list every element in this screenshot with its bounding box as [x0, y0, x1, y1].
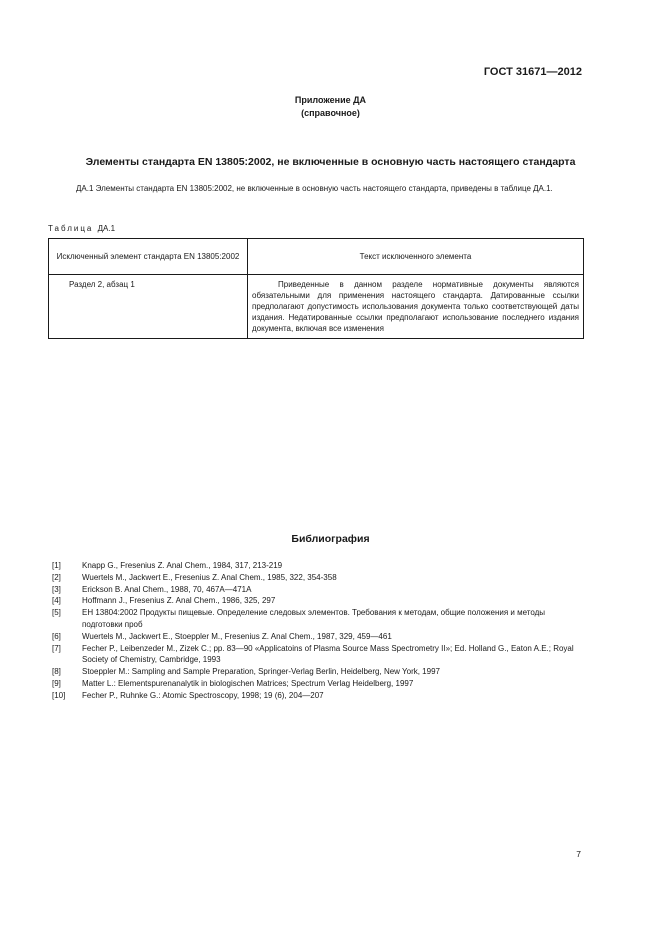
document-code: ГОСТ 31671—2012 — [483, 66, 582, 78]
reference-number: [1] — [52, 561, 61, 570]
reference-number: [2] — [52, 572, 61, 582]
reference-text: Knapp G., Fresenius Z. Anal Chem., 1984, 317, 213-219 — [82, 561, 283, 570]
reference-number: [8] — [52, 667, 61, 677]
bibliography-item — [52, 678, 584, 690]
table-caption-number: ДА.1 — [97, 224, 116, 233]
reference-text: Hoffmann J., Fresenius Z. Anal Chem., 1986, 325, 297 — [82, 596, 276, 606]
table-header-excluded-text: Текст исключенного элемента — [248, 239, 584, 275]
reference-number: [5] — [52, 608, 61, 618]
table-caption — [48, 224, 115, 233]
reference-number: [4] — [52, 596, 61, 606]
bibliography-item — [52, 584, 584, 596]
reference-text: Stoeppler M.: Sampling and Sample Preparation, Springer-Verlag Berlin, Heidelberg, New York, 1997 — [82, 667, 440, 677]
table-cell-element: Раздел 2, абзац 1 — [49, 275, 248, 339]
reference-number: [6] — [52, 631, 61, 641]
reference-number: [3] — [52, 584, 61, 594]
reference-text: ЕН 13804:2002 Продукты пищевые. Определение следовых элементов. Требования к методам, общие положения и методы подготовки проб — [82, 608, 546, 629]
reference-number: [9] — [52, 678, 61, 688]
bibliography-list — [52, 560, 584, 702]
intro-paragraph: ДА.1 Элементы стандарта EN 13805:2002, не включенные в основную часть настоящего стандарта, приведены в таблице ДА.1. — [76, 184, 553, 193]
bibliography-item — [52, 595, 584, 607]
page-number: 7 — [576, 849, 581, 859]
table-header-excluded-element: Исключенный элемент стандарта EN 13805:2002 — [49, 239, 248, 275]
table-header-row — [49, 239, 584, 275]
table-row — [49, 275, 584, 339]
reference-text: Erickson B. Anal Chem., 1988, 70, 467A—471A — [82, 584, 252, 594]
reference-text: Wuertels M., Jackwert E., Fresenius Z. Anal Chem., 1985, 322, 354-358 — [82, 572, 337, 582]
data-table — [48, 238, 584, 339]
bibliography-item — [52, 560, 584, 572]
reference-number: [10] — [52, 690, 66, 700]
reference-text: Matter L.: Elementspurenanalytik in biologischen Matrices; Spectrum Verlag Heidelberg, 1997 — [82, 678, 414, 688]
bibliography-item — [52, 643, 584, 667]
bibliography-item — [52, 607, 584, 631]
annex-title: Приложение ДА — [294, 95, 367, 105]
table-caption-label: Таблица — [48, 224, 94, 233]
bibliography-item — [52, 631, 584, 643]
bibliography-item — [52, 690, 584, 702]
reference-text: Fecher P., Leibenzeder M., Zizek C.; pp. 83—90 «Applicatoins of Plasma Source Mass Spectrometry II»; Ed. Holland G., Eaton A.E.; Royal Society of Chemistry, Cambridge, 1993 — [82, 643, 574, 665]
table-cell-text: Приведенные в данном разделе нормативные документы являются обязательными для применения настоящего стандарта. Датированные ссылки предполагают допустимость использования документа только соответствующей даты издания. Недатированные ссылки предполагают использование последнего издания документа, включая все изменения — [248, 275, 584, 339]
bibliography-item — [52, 572, 584, 584]
bibliography-heading: Библиография — [291, 533, 370, 545]
reference-text: Wuertels M., Jackwert E., Stoeppler M., Fresenius Z. Anal Chem., 1987, 329, 459—461 — [82, 631, 392, 641]
annex-type: (справочное) — [301, 108, 360, 118]
section-heading: Элементы стандарта EN 13805:2002, не включенные в основную часть настоящего стандарта — [85, 156, 576, 168]
bibliography-item — [52, 666, 584, 678]
reference-text: Fecher P., Ruhnke G.: Atomic Spectroscopy, 1998; 19 (6), 204—207 — [82, 690, 324, 700]
reference-number: [7] — [52, 643, 61, 653]
